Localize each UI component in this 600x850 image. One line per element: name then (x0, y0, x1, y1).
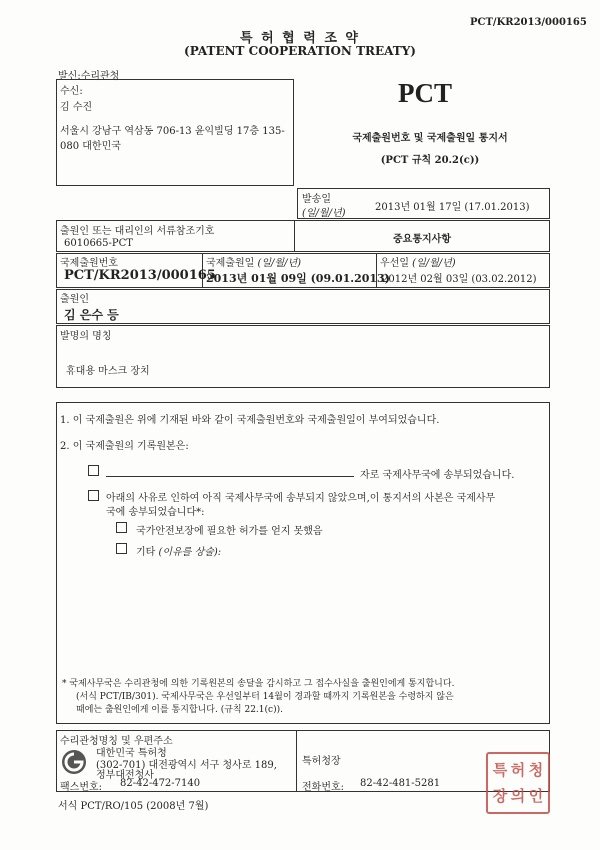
form-identifier: 서식 PCT/RO/105 (2008년 7월) (58, 801, 209, 812)
footnote-line-3: 때에는 출원인에게 이를 통지합니다. (규칙 22.1(c)). (76, 705, 283, 715)
recipient-name: 김 수진 (60, 102, 93, 113)
recipient-label: 수신: (60, 86, 83, 97)
item-2: 2. 이 국제출원의 기록원본은: (60, 441, 189, 452)
seal-char: 허 (510, 760, 526, 779)
applicant-reference-value: 6010665-PCT (64, 238, 133, 249)
office-label: 수리관청명칭 및 우편주소 (60, 736, 173, 747)
invention-box (56, 325, 550, 388)
mailing-date-value: 2013년 01월 17일 (17.01.2013) (375, 202, 530, 213)
officer-title: 특허청장 (302, 756, 341, 767)
sub-option-other-label: 기타 (136, 547, 156, 558)
option-2-checkbox[interactable] (88, 490, 99, 501)
notice-title: 국제출원번호 및 국제출원일 통지서 (352, 133, 508, 144)
mailing-date-label: 발송일 (302, 194, 331, 205)
seal-char: 장 (492, 786, 508, 805)
treaty-title-korean: 특 허 협 력 조 약 (240, 31, 360, 46)
sender-label: 발신:수리관청 (58, 71, 120, 82)
applicant-box (56, 289, 550, 324)
priority-date-format: (일/월/년) (412, 258, 456, 269)
sub-option-other-hint: (이유를 상술): (158, 547, 222, 558)
seal-char: 청 (528, 760, 544, 779)
priority-date-label-text: 우선일 (380, 258, 409, 269)
invention-title-value: 휴대용 마스크 장치 (66, 366, 150, 377)
intl-app-no-label: 국제출원번호 (60, 258, 118, 269)
footnote-line-1: * 국제사무국은 수리관청에 의한 기록원본의 송달을 감시하고 그 접수사실을 출원인에게 통지합니다. (62, 679, 455, 689)
sub-option-security-checkbox[interactable] (116, 522, 127, 533)
priority-date-value: 2012년 02월 03일 (03.02.2012) (382, 274, 537, 285)
intl-app-no-value: PCT/KR2013/000165 (64, 268, 216, 283)
official-seal-stamp (486, 752, 550, 814)
sub-option-security-text: 국가안전보장에 필요한 허가를 얻지 못했음 (136, 526, 323, 537)
applicant-reference-label: 출원인 또는 대리인의 서류참조기호 (60, 226, 215, 237)
phone-number: 82-42-481-5281 (360, 778, 441, 789)
intl-filing-date-format: (일/월/년) (257, 258, 302, 269)
sub-option-other-text (136, 543, 221, 558)
phone-label: 전화번호: (302, 782, 345, 793)
option-2-text-line1: 아래의 사유로 인하여 아직 국제사무국에 송부되지 않았으며,이 통지서의 사본은 국제사무 (106, 493, 496, 504)
applicant-label: 출원인 (60, 294, 89, 305)
item-1: 1. 이 국제출원은 위에 기재된 바와 같이 국제출원번호와 국제출원일이 부여되었습니다. (60, 415, 440, 426)
option-1-checkbox[interactable] (88, 465, 99, 476)
office-building: 정부대전청사 (96, 770, 154, 781)
priority-date-label (380, 254, 456, 269)
fax-number: 82-42-472-7140 (120, 778, 201, 789)
seal-char: 의 (510, 786, 526, 805)
fax-label: 팩스번호: (60, 782, 103, 793)
pct-heading: PCT (398, 78, 452, 108)
sub-option-other-checkbox[interactable] (116, 543, 127, 554)
seal-char: 인 (528, 786, 544, 805)
notice-rule: (PCT 규칙 20.2(c)) (380, 155, 480, 166)
kipo-logo-icon (60, 748, 88, 776)
footnote-line-2: (서식 PCT/IB/301). 국제사무국은 우선일부터 14월이 경과할 때까지 기록원본을 수령하지 않은 (76, 692, 454, 702)
mailing-date-format: (일/월/년) (302, 208, 346, 219)
recipient-address: 서울시 강남구 역삼동 706-13 윤익빌딩 17층 135-080 대한민국 (60, 126, 285, 152)
applicant-value: 김 은수 등 (64, 308, 119, 322)
seal-char: 특 (492, 760, 508, 779)
option-1-text: 자로 국제사무국에 송부되었습니다. (360, 470, 515, 481)
treaty-title-english: (PATENT COOPERATION TREATY) (184, 44, 416, 58)
intl-filing-date-label (206, 254, 301, 269)
intl-filing-date-label-text: 국제출원일 (206, 258, 255, 269)
invention-title-label: 발명의 명칭 (60, 331, 112, 342)
office-address: (302-701) 대전광역시 서구 청사로 189, (96, 760, 277, 771)
office-name: 대한민국 특허청 (96, 748, 167, 759)
important-notice: 중요통지사항 (393, 234, 451, 245)
document-reference-top: PCT/KR2013/000165 (470, 17, 587, 28)
intl-filing-date-value: 2013년 01월 09일 (09.01.2013) (206, 272, 390, 285)
option-2-text-line2: 국에 송부되었습니다*: (106, 507, 205, 518)
